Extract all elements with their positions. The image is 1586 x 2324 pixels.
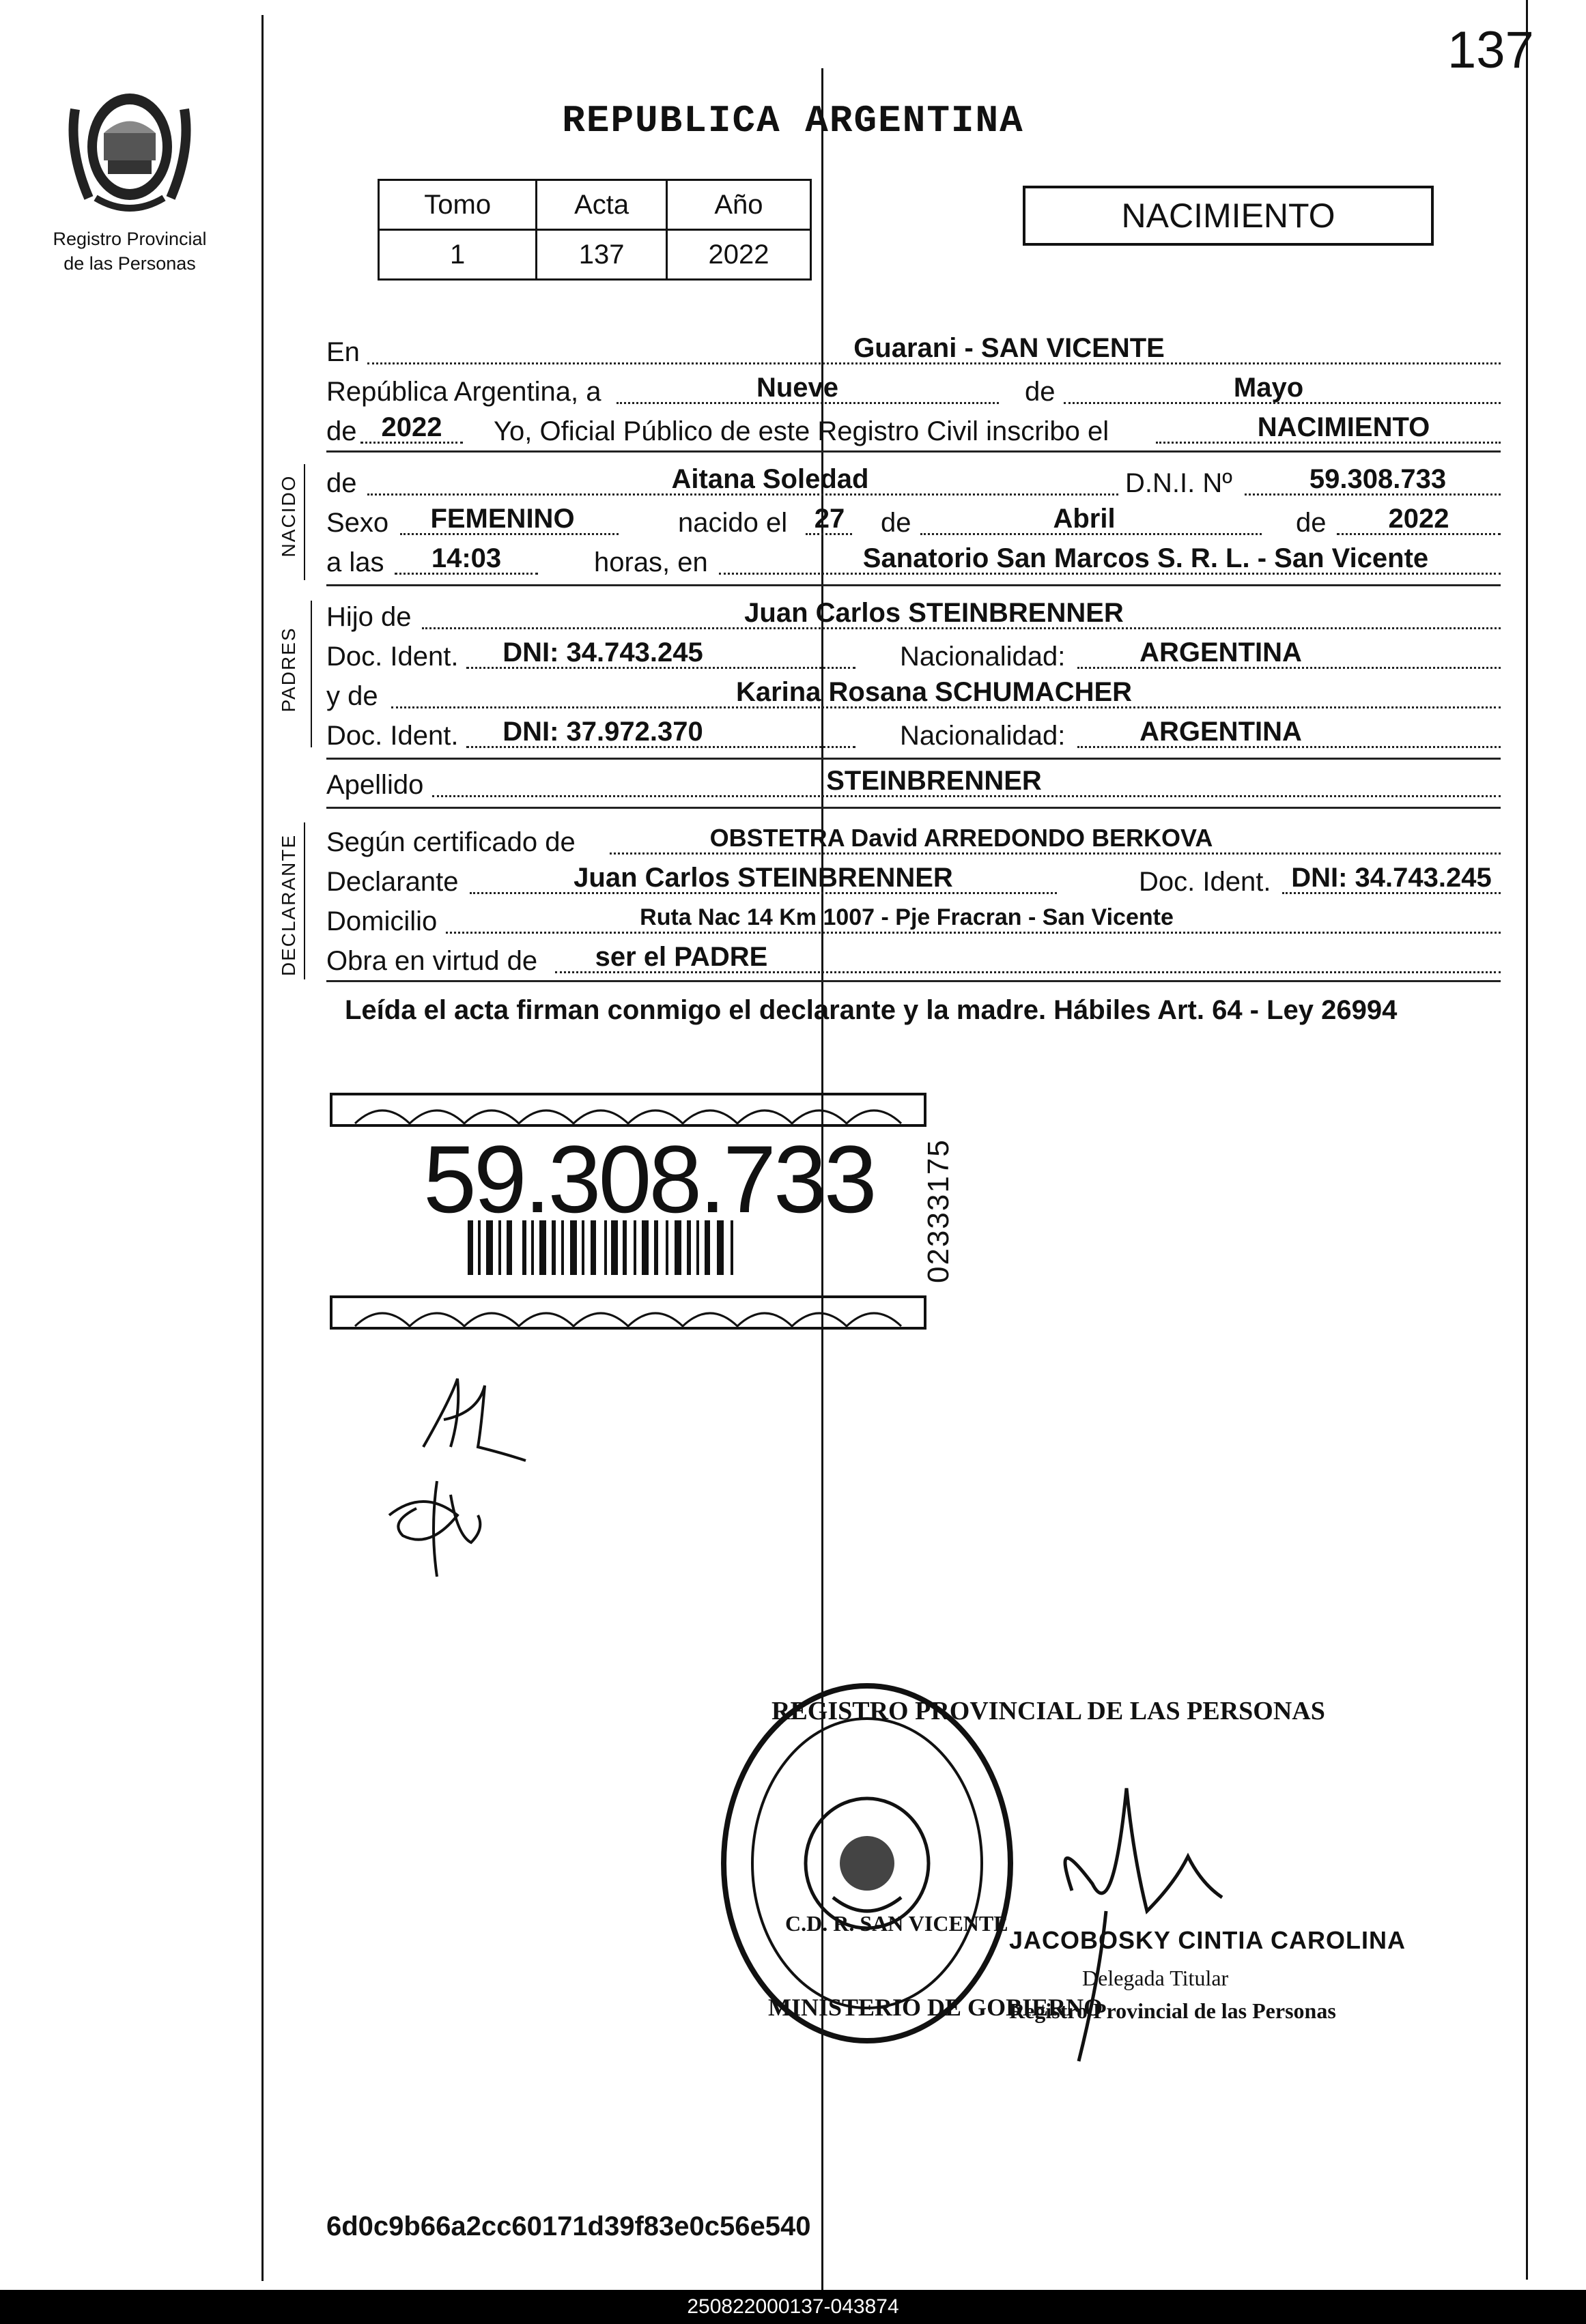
separator-3: [326, 758, 1501, 760]
apellido-value: STEINBRENNER: [826, 766, 1042, 796]
de-label-2: de: [326, 416, 357, 446]
row-en: [326, 334, 1501, 370]
document-title: REPUBLICA ARGENTINA: [562, 99, 1024, 143]
obra-value: ser el PADRE: [595, 942, 768, 972]
record-header-acta: Acta: [537, 180, 667, 230]
birth-day-value: 27: [814, 504, 845, 534]
nacido-name-value: Aitana Soledad: [671, 464, 869, 494]
logo-caption-line1: Registro Provincial: [53, 229, 207, 249]
official-org: Registro Provincial de las Personas: [1009, 1998, 1336, 2023]
row-sexo: [326, 505, 1501, 541]
mother-doc-value: DNI: 37.972.370: [502, 717, 703, 747]
mother-nac-label: Nacionalidad:: [900, 721, 1066, 751]
row-date: [326, 374, 1501, 410]
birth-year-value: 2022: [1388, 504, 1449, 534]
row-domicilio: [326, 904, 1501, 939]
father-nationality-value: ARGENTINA: [1139, 637, 1302, 668]
oficial-text: Yo, Oficial Público de este Registro Civil inscribo el: [494, 416, 1109, 446]
stamp-outer-text: REGISTRO PROVINCIAL DE LAS PERSONAS: [771, 1697, 1325, 1725]
horas-label: horas, en: [594, 547, 708, 577]
official-name: JACOBOSKY CINTIA CAROLINA: [1009, 1926, 1406, 1954]
barcode-number: 59.308.733: [423, 1125, 875, 1233]
row-declarante: [326, 864, 1501, 900]
mother-doc-label: Doc. Ident.: [326, 721, 459, 751]
sexo-label: Sexo: [326, 508, 389, 538]
father-name-value: Juan Carlos STEINBRENNER: [744, 598, 1124, 628]
barcode-serial: 02333175: [922, 1138, 955, 1283]
record-header-ano: Año: [666, 180, 810, 230]
record-value-tomo: 1: [379, 230, 537, 280]
record-value-acta: 137: [537, 230, 667, 280]
domicilio-label: Domicilio: [326, 906, 438, 936]
mother-nationality-value: ARGENTINA: [1139, 717, 1302, 747]
nacido-el-label: nacido el: [678, 508, 788, 538]
en-label: En: [326, 337, 360, 367]
month-value: Mayo: [1233, 373, 1304, 403]
apellido-label: Apellido: [326, 770, 424, 800]
section-label-padres: PADRES: [278, 627, 299, 713]
separator-5: [326, 980, 1501, 982]
de-label: de: [1025, 377, 1056, 407]
left-margin-line: [261, 15, 264, 2281]
birth-de-label: de: [881, 508, 911, 538]
row-nacido-name: [326, 465, 1501, 501]
a-las-label: a las: [326, 547, 384, 577]
declarant-signature-icon: [376, 1474, 512, 1583]
row-y-de: [326, 678, 1501, 714]
closing-note: Leída el acta firman conmigo el declarante y la madre. Hábiles Art. 64 - Ley 26994: [345, 995, 1398, 1025]
republic-label: República Argentina, a: [326, 377, 601, 407]
birth-de-label-3: de: [1296, 508, 1327, 538]
section-label-declarante: DECLARANTE: [278, 833, 299, 977]
day-value: Nueve: [756, 373, 839, 403]
official-role: Delegada Titular: [1082, 1966, 1229, 1990]
declarante-doc-label: Doc. Ident.: [1139, 867, 1271, 897]
footer-code-bar: 250822000137-043874: [0, 2290, 1586, 2324]
misiones-coat-of-arms-icon: [55, 68, 205, 225]
nacido-dni-value: 59.308.733: [1309, 464, 1447, 494]
separator-2: [326, 584, 1501, 586]
page-number: 137: [1447, 21, 1534, 79]
birth-place-value: Sanatorio San Marcos S. R. L. - San Vicente: [862, 543, 1429, 573]
record-table: [378, 179, 812, 281]
dni-label: D.N.I. Nº: [1125, 468, 1232, 498]
record-header-tomo: Tomo: [379, 180, 537, 230]
nacido-de-label: de: [326, 468, 357, 498]
section-label-nacido: NACIDO: [278, 474, 299, 558]
record-value-ano: 2022: [666, 230, 810, 280]
segun-label: Según certificado de: [326, 827, 576, 857]
row-obra: [326, 943, 1501, 979]
year-value: 2022: [381, 412, 442, 442]
stamp-inner-text: C.D. R. SAN VICENTE: [785, 1911, 1008, 1936]
father-doc-label: Doc. Ident.: [326, 642, 459, 672]
domicilio-value: Ruta Nac 14 Km 1007 - Pje Fracran - San Vicente: [640, 904, 1174, 930]
row-apellido: [326, 767, 1501, 803]
row-hijo: [326, 599, 1501, 635]
row-hora: [326, 545, 1501, 580]
declarante-name-value: Juan Carlos STEINBRENNER: [573, 863, 953, 893]
act-type-value: NACIMIENTO: [1257, 412, 1430, 442]
father-nac-label: Nacionalidad:: [900, 642, 1066, 672]
declarante-label: Declarante: [326, 867, 459, 897]
mother-name-value: Karina Rosana SCHUMACHER: [735, 677, 1133, 707]
document-hash: 6d0c9b66a2cc60171d39f83e0c56e540: [326, 2211, 811, 2241]
row-father-doc: [326, 639, 1501, 674]
document-type-box: NACIMIENTO: [1023, 186, 1434, 246]
birth-month-value: Abril: [1053, 504, 1116, 534]
y-de-label: y de: [326, 681, 378, 711]
hijo-label: Hijo de: [326, 602, 412, 632]
dni-barcode-label: [328, 1091, 929, 1336]
mother-signature-icon: [410, 1372, 546, 1467]
father-doc-value: DNI: 34.743.245: [502, 637, 703, 668]
separator-1: [326, 450, 1501, 453]
row-mother-doc: [326, 718, 1501, 754]
logo-caption-line2: de las Personas: [63, 253, 196, 274]
obra-label: Obra en virtud de: [326, 946, 538, 976]
certificate-value: OBSTETRA David ARREDONDO BERKOVA: [709, 824, 1213, 852]
sexo-value: FEMENINO: [430, 504, 575, 534]
right-margin-line: [1526, 0, 1528, 2280]
row-year: [326, 414, 1501, 449]
separator-4: [326, 807, 1501, 809]
declarante-doc-value: DNI: 34.743.245: [1291, 863, 1492, 893]
official-signature-icon: [1010, 1775, 1284, 2075]
place-value: Guarani - SAN VICENTE: [853, 333, 1165, 363]
stamp-bottom-text: MINISTERIO DE GOBIERNO: [768, 1994, 1103, 2021]
time-value: 14:03: [431, 543, 502, 573]
row-segun: [326, 824, 1501, 860]
